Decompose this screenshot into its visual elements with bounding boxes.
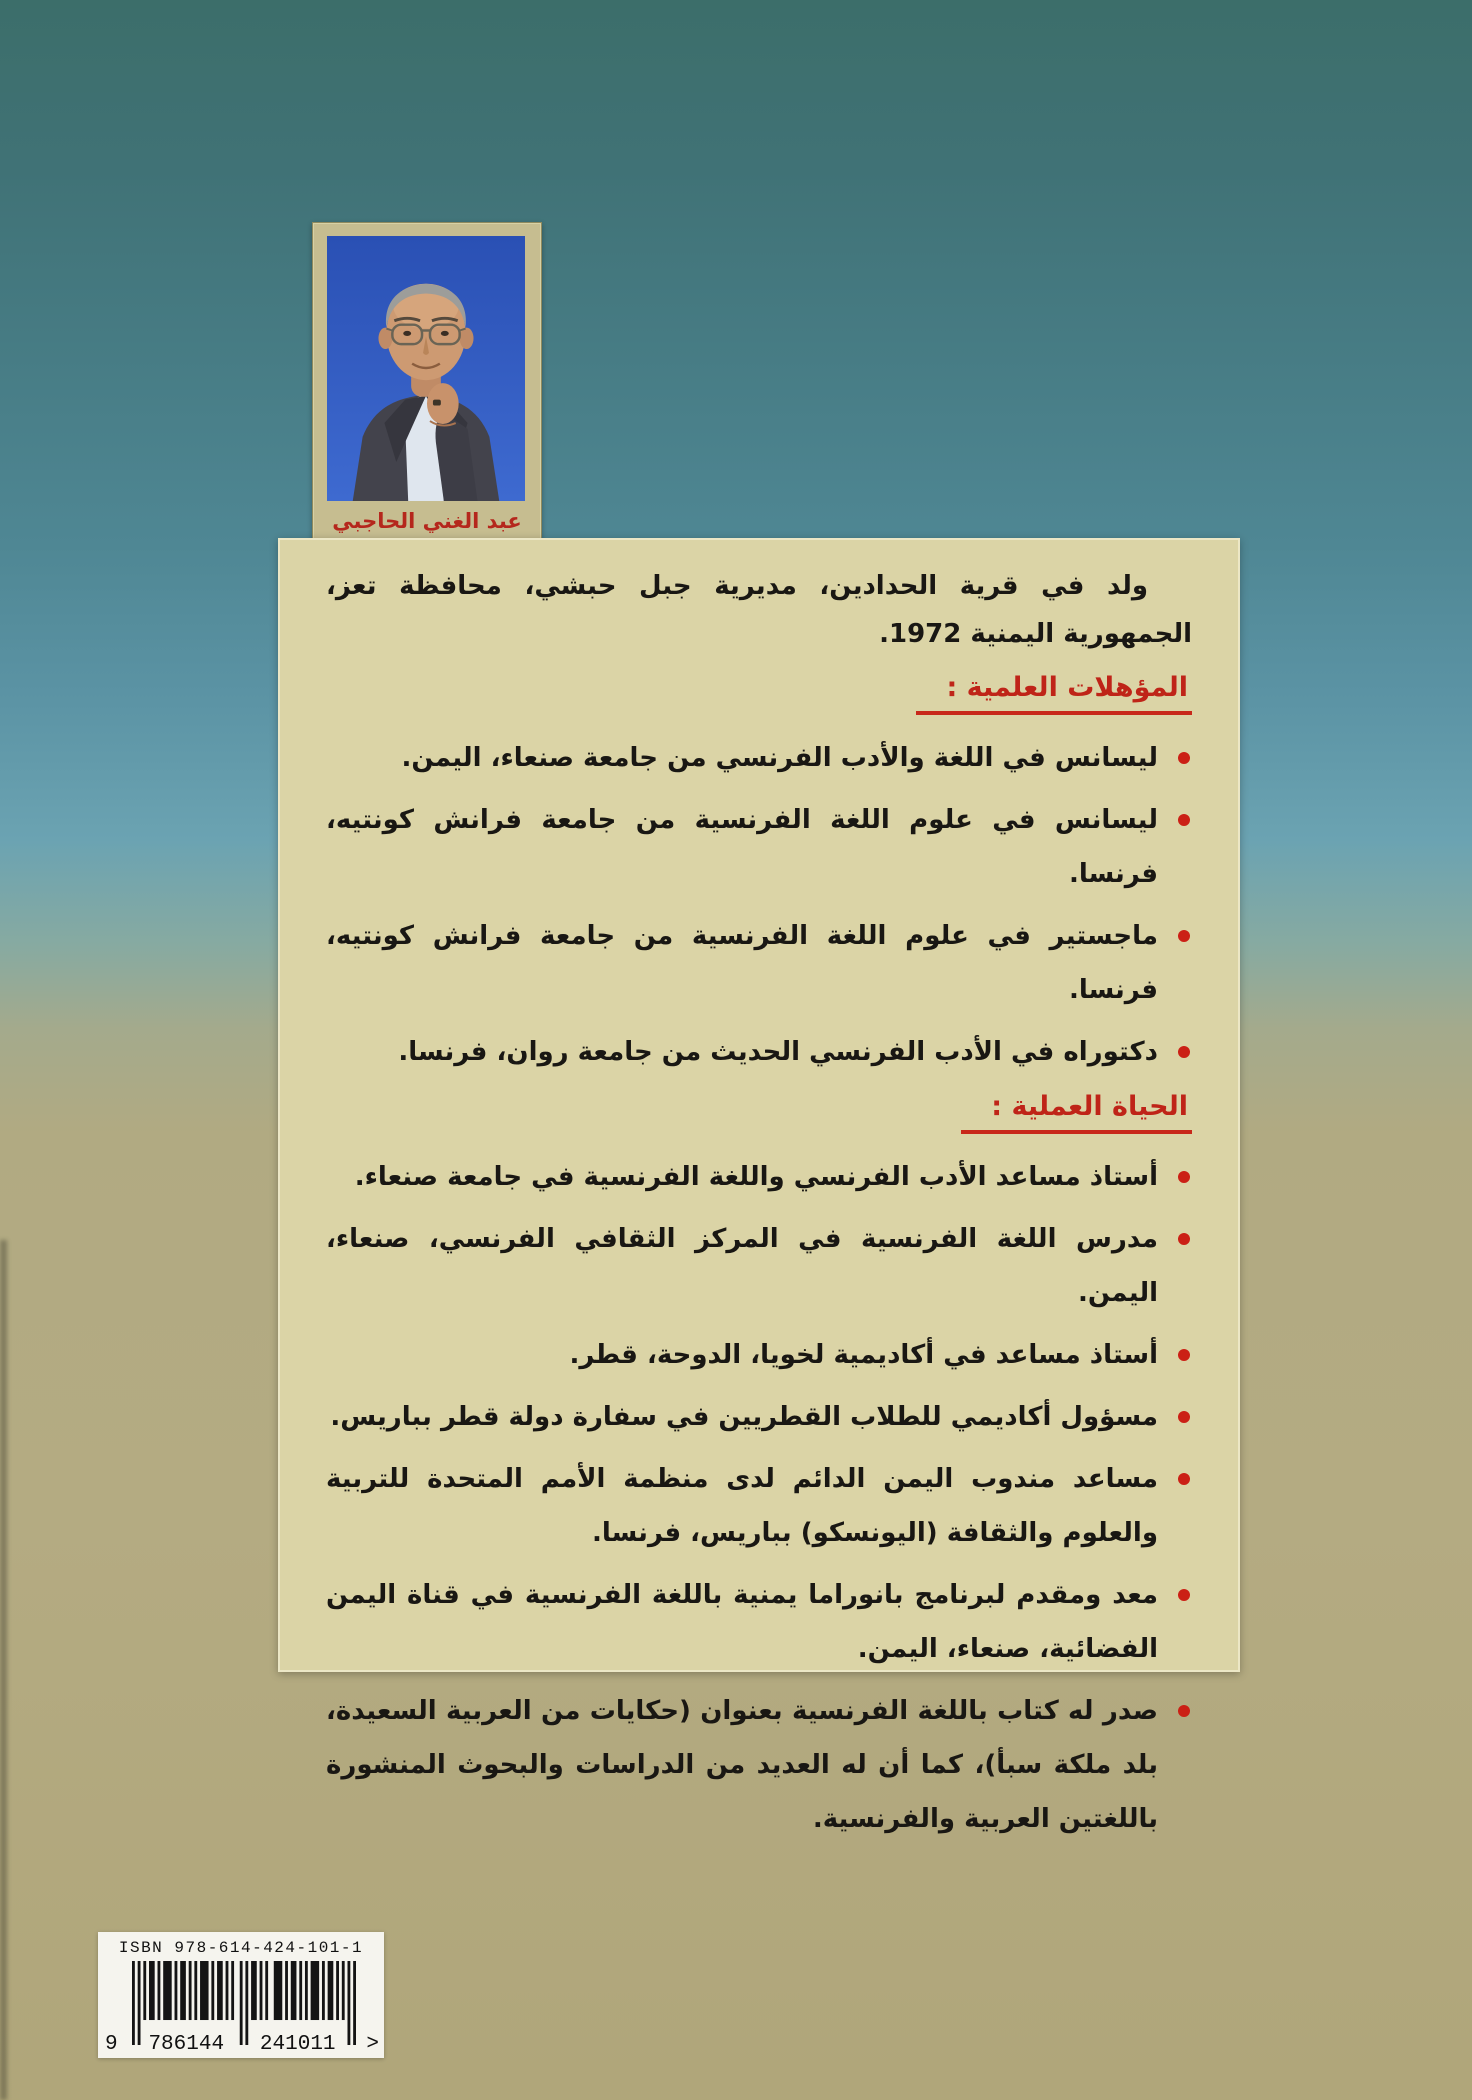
career-item: أستاذ مساعد في أكاديمية لخويا، الدوحة، قطر.	[326, 1328, 1192, 1382]
author-photo-frame	[312, 222, 542, 542]
qualifications-list	[326, 731, 1192, 1079]
career-item: مسؤول أكاديمي للطلاب القطريين في سفارة دولة قطر بباريس.	[326, 1390, 1192, 1444]
qualification-item: دكتوراه في الأدب الفرنسي الحديث من جامعة روان، فرنسا.	[326, 1025, 1192, 1079]
author-portrait-illustration	[327, 236, 525, 501]
career-heading: الحياة العملية :	[961, 1091, 1192, 1134]
page-edge-shadow	[0, 1240, 7, 2100]
career-item: معد ومقدم لبرنامج بانوراما يمنية باللغة الفرنسية في قناة اليمن الفضائية، صنعاء، اليمن.	[326, 1568, 1192, 1676]
career-item: صدر له كتاب باللغة الفرنسية بعنوان (حكايات من العربية السعيدة، بلد ملكة سبأ)، كما أن له العديد من الدراسات والبحوث المنشورة باللغتين العربية والفرنسية.	[326, 1684, 1192, 1846]
bio-intro: ولد في قرية الحدادين، مديرية جبل حبشي، محافظة تعز، الجمهورية اليمنية 1972.	[326, 571, 1192, 650]
career-list	[326, 1150, 1192, 1846]
qualification-item: ليسانس في اللغة والأدب الفرنسي من جامعة صنعاء، اليمن.	[326, 731, 1192, 785]
isbn-label: ISBN 978-614-424-101-1	[118, 1939, 364, 1957]
qualification-item: ماجستير في علوم اللغة الفرنسية من جامعة فرانش كونتيه، فرنسا.	[326, 909, 1192, 1017]
qualification-item: ليسانس في علوم اللغة الفرنسية من جامعة فرانش كونتيه، فرنسا.	[326, 793, 1192, 901]
career-item: مدرس اللغة الفرنسية في المركز الثقافي الفرنسي، صنعاء، اليمن.	[326, 1212, 1192, 1320]
career-item: أستاذ مساعد الأدب الفرنسي واللغة الفرنسية في جامعة صنعاء.	[326, 1150, 1192, 1204]
barcode-digit-lead: 9	[105, 2033, 118, 2056]
barcode-digits	[105, 2033, 379, 2057]
isbn-barcode	[98, 1932, 384, 2058]
bio-box	[278, 538, 1240, 1835]
barcode-digit-group2: 241011	[255, 2033, 341, 2057]
barcode-digit-group1: 786144	[143, 2033, 229, 2057]
author-name-caption: عبد الغني الحاجبي	[332, 509, 522, 533]
author-photo	[327, 236, 525, 501]
barcode-end-mark: >	[366, 2033, 379, 2056]
qualifications-heading: المؤهلات العلمية :	[916, 672, 1192, 715]
career-item: مساعد مندوب اليمن الدائم لدى منظمة الأمم المتحدة للتربية والعلوم والثقافة (اليونسكو) بباريس، فرنسا.	[326, 1452, 1192, 1560]
